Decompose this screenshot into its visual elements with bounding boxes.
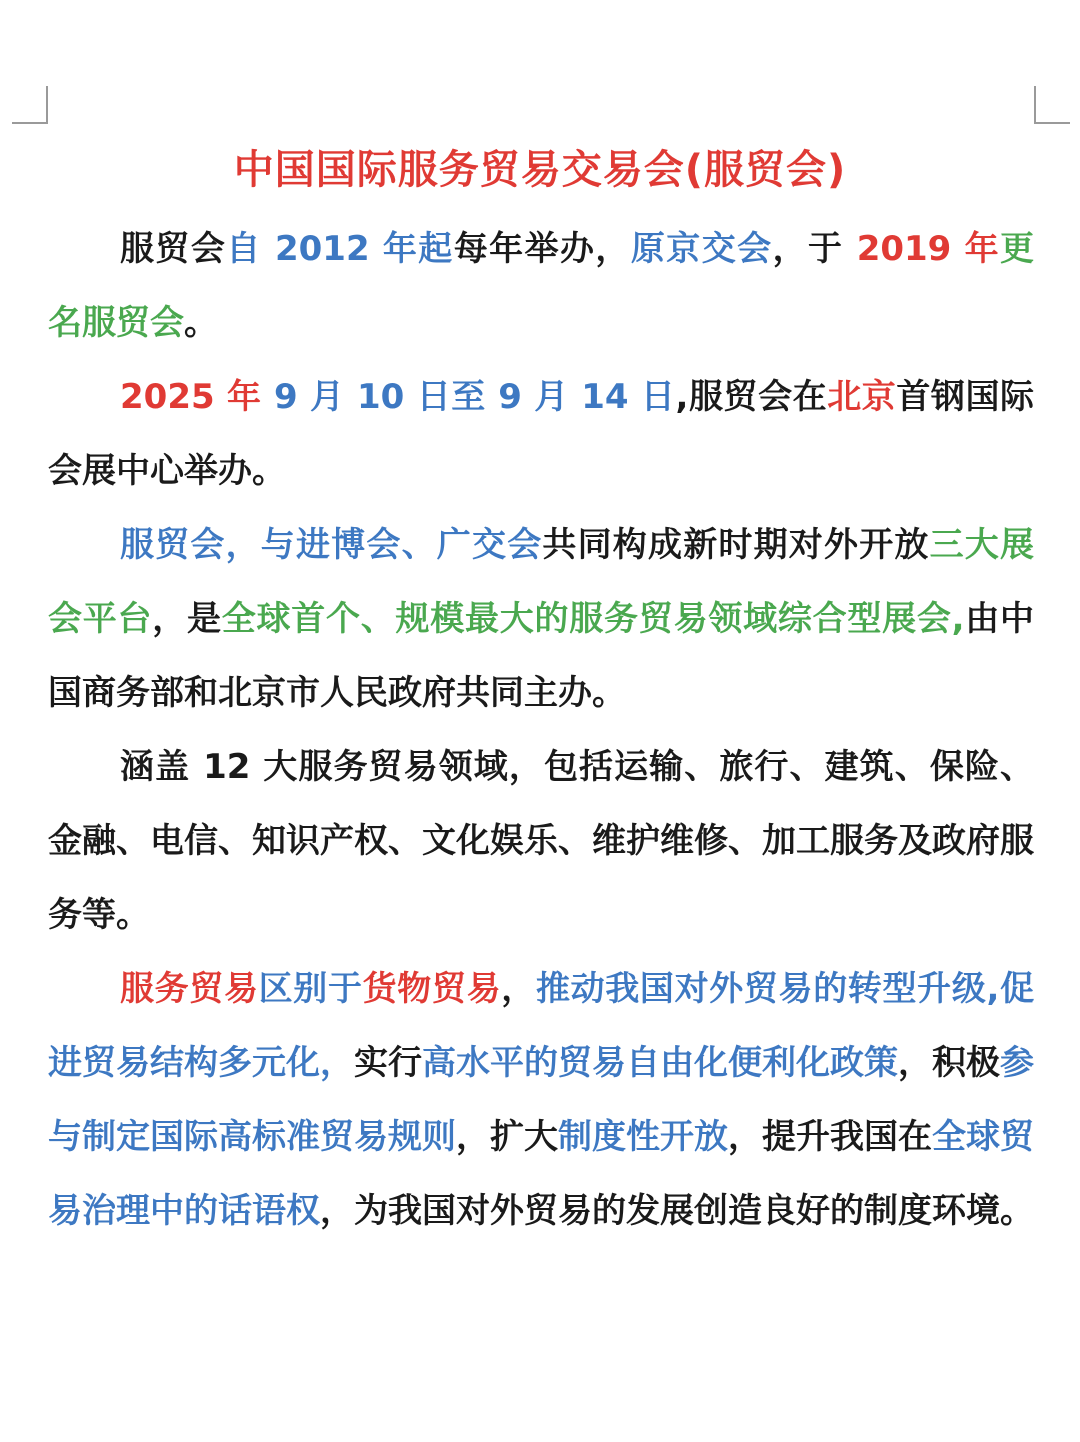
text-run: 货物贸易: [362, 969, 502, 1009]
text-run: 首钢国际会展中心举办。: [48, 377, 1035, 491]
paragraph: [48, 508, 1034, 730]
text-run: ，扩大: [456, 1117, 558, 1157]
text-run: 原京交会: [630, 229, 773, 269]
text-run: 促进贸易结构多元化，: [48, 969, 1035, 1083]
text-run: 服贸会，与进博会、广交会: [120, 525, 543, 565]
text-run: 涵盖 12 大服务贸易领域，包括运输、旅行、建筑、保险、金融、电信、知识产权、文化娱乐、维护维修、加工服务及政府服务等。: [48, 747, 1034, 935]
text-run: 更名服贸会: [48, 229, 1035, 343]
paragraph: [48, 730, 1034, 952]
document-title: 中国国际服务贸易交易会(服贸会): [233, 147, 847, 193]
paragraph: [48, 952, 1034, 1248]
text-run: 实行: [354, 1043, 422, 1083]
text-run: 。: [184, 303, 218, 343]
text-run: 全球贸易治理中的话语权: [48, 1117, 1034, 1231]
text-run: 参与制定国际高标准贸易规则: [48, 1043, 1034, 1157]
text-run: ，: [501, 969, 536, 1009]
text-run: ，是: [152, 599, 222, 639]
text-run: 每年举办，: [453, 229, 631, 269]
text-run: 北京: [827, 377, 897, 417]
text-run: 9 月 10 日至 9 月 14 日: [261, 377, 676, 417]
text-run: 2019 年: [856, 229, 1001, 269]
document-body: [48, 212, 1034, 1248]
text-run: 服贸会: [120, 229, 227, 269]
text-run: 共同构成新时期对外开放: [542, 525, 930, 565]
text-run: 制度性开放: [558, 1117, 728, 1157]
paragraph: [48, 360, 1034, 508]
text-run: ,服贸会在: [675, 377, 828, 417]
text-run: 推动我国对外贸易的转型升级,: [535, 969, 1000, 1009]
text-run: 由中国商务部和北京市人民政府共同主办。: [48, 599, 1035, 713]
text-run: ，提升我国在: [728, 1117, 932, 1157]
text-run: 三大展会平台: [48, 525, 1035, 639]
text-run: 服务贸易: [120, 969, 259, 1009]
text-run: ，积极: [898, 1043, 1000, 1083]
text-run: 高水平的贸易自由化便利化政策: [422, 1043, 898, 1083]
margin-corner-mark-top-right: [1034, 86, 1070, 124]
text-run: 区别于: [258, 969, 363, 1009]
margin-corner-mark-top-left: [12, 86, 48, 124]
text-run: ，于: [772, 229, 857, 269]
text-run: ，为我国对外贸易的发展创造良好的制度环境。: [320, 1191, 1034, 1231]
text-run: 自 2012 年起: [226, 229, 454, 269]
text-run: 2025 年: [120, 377, 262, 417]
paragraph: [48, 212, 1034, 360]
text-run: 全球首个、规模最大的服务贸易领域综合型展会,: [221, 599, 965, 639]
